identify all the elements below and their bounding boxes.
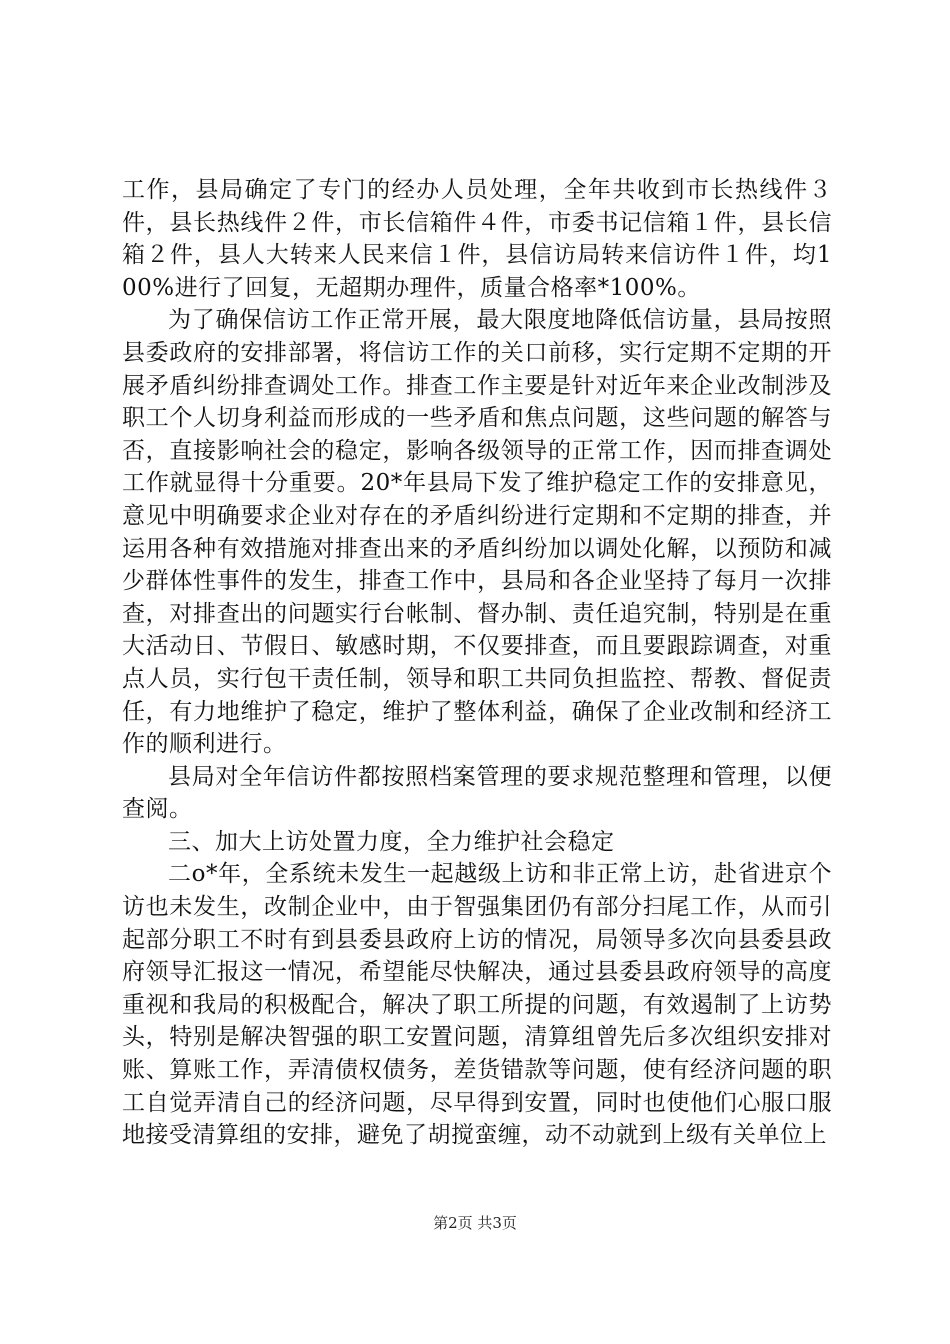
paragraph-2: 为了确保信访工作正常开展，最大限度地降低信访量，县局按照县委政府的安排部署，将信访工作的关口前移，实行定期不定期的开展矛盾纠纷排查调处工作。排查工作主要是针对近年来企业改制涉及职工个人切身利益而形成的一些矛盾和焦点问题，这些问题的解答与否，直接影响社会的稳定，影响各级领导的正常工作，因而排查调处工作就显得十分重要。20*年县局下发了维护稳定工作的安排意见，意见中明确要求企业对存在的矛盾纠纷进行定期和不定期的排查，并运用各种有效措施对排查出来的矛盾纠纷加以调处化解，以预防和减少群体性事件的发生，排查工作中，县局和各企业坚持了每月一次排查，对排查出的问题实行台帐制、督办制、责任追究制，特别是在重大活动日、节假日、敏感时期，不仅要排查，而且要跟踪调查，对重点人员，实行包干责任制，领导和职工共同负担监控、帮教、督促责任，有力地维护了稳定，维护了整体利益，确保了企业改制和经济工作的顺利进行。 <box>122 307 832 758</box>
paragraph-4: 二o*年，全系统未发生一起越级上访和非正常上访，赴省进京个访也未发生，改制企业中，由于智强集团仍有部分扫尾工作，从而引起部分职工不时有到县委县政府上访的情况，局领导多次向县委县政府领导汇报这一情况，希望能尽快解决，通过县委县政府领导的高度重视和我局的积极配合，解决了职工所提的问题，有效遏制了上访势头，特别是解决智强的职工安置问题，清算组曾先后多次组织安排对账、算账工作，弄清债权债务，差货错款等问题，使有经济问题的职工自觉弄清自己的经济问题，尽早得到安置，同时也使他们心服口服地接受清算组的安排，避免了胡搅蛮缠，动不动就到上级有关单位上 <box>122 861 832 1149</box>
section-heading: 三、加大上访处置力度，全力维护社会稳定 <box>168 828 615 855</box>
paragraph-1: 工作，县局确定了专门的经办人员处理，全年共收到市长热线件３件，县长热线件２件，市长信箱件４件，市委书记信箱１件，县长信箱２件，县人大转来人民来信１件，县信访局转来信访件１件，均100%进行了回复，无超期办理件，质量合格率*100%。 <box>122 177 832 301</box>
document-body <box>122 174 832 1152</box>
paragraph-3: 县局对全年信访件都按照档案管理的要求规范整理和管理，以便查阅。 <box>122 763 832 823</box>
page-footer: 第2页 共3页 <box>433 1214 517 1232</box>
